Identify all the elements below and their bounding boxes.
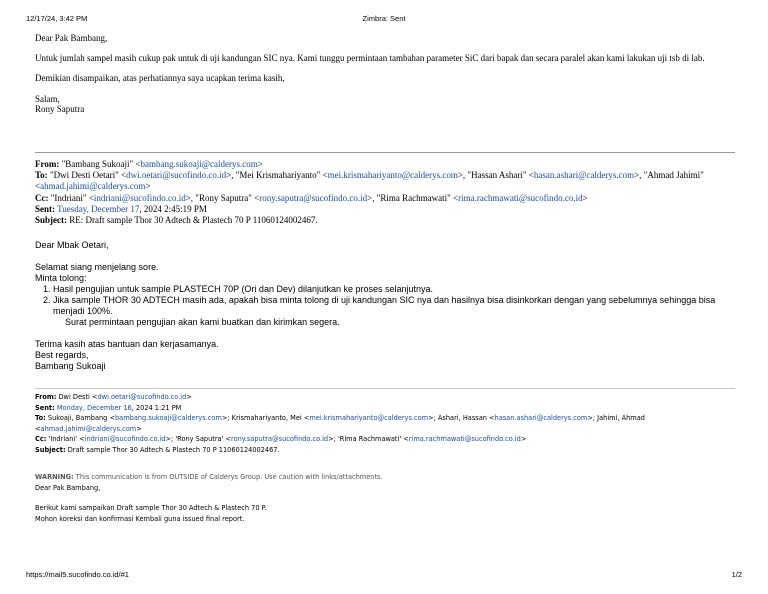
to-row: To: Sukoaji, Bambang <bambang.sukoaji@calderys.com>; Krismahariyanto, Mei <mei.krismahariyanto@calderys.com>; Ashari, Hassan <hasan.ashari@calderys.com>; Jahimi, Ahmad <ahmad.jahimi@calderys.com>	[35, 414, 645, 433]
email-link[interactable]: rima.rachmawati@sucofindo.co.id	[458, 192, 583, 203]
email-link[interactable]: bambang.sukoaji@calderys.com	[140, 159, 258, 169]
subject-row: Subject: RE: Draft sample Thor 30 Adtech & Plastech 70 P 11060124002467.	[35, 215, 318, 226]
reply-paragraph-2: Demikian disampaikan, atas perhatiannya saya ucapkan terima kasih,	[35, 73, 285, 83]
print-page-title: Zimbra: Sent	[362, 14, 406, 23]
email-link[interactable]: hasan.ashari@calderys.com	[533, 170, 635, 181]
quoted-message-body-1	[35, 240, 735, 372]
list-item: 2. Jika sample THOR 30 ADTECH masih ada, apakah bisa minta tolong di uji kandungan SIC nya dan hasilnya bisa disinkorkan dengan yang sebelumnya sehingga bisa menjadi 100%.	[53, 295, 735, 317]
body-line: Mohon koreksi dan konfirmasi Kembali guna issued final report.	[35, 514, 245, 523]
email-link[interactable]: ahmad.jahimi@calderys.com	[40, 424, 137, 433]
body-greeting: Dear Mbak Oetari,	[35, 240, 109, 250]
quote-divider	[35, 388, 735, 389]
sent-date-link[interactable]: Monday, December 16	[56, 403, 132, 412]
external-warning: WARNING: This communication is from OUTSIDE of Calderys Group. Use caution with links/attachments.	[35, 473, 383, 481]
print-url: https://mail5.sucofindo.co.id/#1	[26, 570, 129, 579]
quote-divider	[35, 152, 735, 153]
to-row: To: "Dwi Desti Oetari" <dwi.oetari@sucofindo.co.id>, "Mei Krismahariyanto" <mei.krismahariyanto@calderys.com>, "Hassan Ashari" <hasan.ashari@calderys.com>, "Ahmad Jahimi" <ahmad.jahimi@calderys.com>	[35, 170, 704, 192]
list-note: Surat permintaan pengujian akan kami buatkan dan kirimkan segera.	[65, 317, 340, 327]
sent-row: Sent: Monday, December 16, 2024 1:21 PM	[35, 403, 182, 412]
cc-row: Cc: "Indriani" <indriani@sucofindo.co.id>, "Rony Saputra" <rony.saputra@sucofindo.co.id>, "Rima Rachmawati" <rima.rachmawati@sucofindo.co.id>	[35, 192, 588, 203]
print-datetime: 12/17/24, 3:42 PM	[26, 14, 88, 23]
email-link[interactable]: hasan.ashari@calderys.com	[494, 414, 588, 422]
email-link[interactable]: rony.saputra@sucofindo.co.id	[231, 435, 329, 443]
email-link[interactable]: mei.krismahariyanto@calderys.com	[309, 414, 429, 422]
body-line: Minta tolong:	[35, 273, 87, 283]
list-item: 1. Hasil pengujian untuk sample PLASTECH 70P (Ori dan Dev) dilanjutkan ke proses selanjutnya.	[53, 284, 735, 295]
email-link[interactable]: rony.saputra@sucofindo.co.id	[259, 192, 368, 203]
reply-message	[35, 33, 735, 115]
from-row: From: Dwi Desti <dwi.oetari@sucofindo.co.id>	[35, 393, 192, 401]
email-link[interactable]: bambang.sukoaji@calderys.com	[114, 414, 222, 422]
email-link[interactable]: indriani@sucofindo.co.id	[84, 435, 166, 443]
print-page-number: 1/2	[731, 570, 742, 579]
email-link[interactable]: ahmad.jahimi@calderys.com	[40, 181, 146, 192]
email-link[interactable]: dwi.oetari@sucofindo.co.id	[126, 170, 227, 181]
email-link[interactable]: dwi.oetari@sucofindo.co.id	[97, 393, 187, 401]
quoted-message-header-1	[35, 159, 735, 226]
sent-date-link[interactable]: Tuesday, December 17	[57, 203, 140, 214]
reply-greeting: Dear Pak Bambang,	[35, 33, 108, 43]
quoted-message-header-2	[35, 392, 735, 455]
sent-row: Sent: Tuesday, December 17, 2024 2:45:19 PM	[35, 203, 207, 214]
body-greeting: Dear Pak Bambang,	[35, 483, 101, 492]
body-line: Best regards,	[35, 350, 89, 360]
reply-closing: Salam,	[35, 93, 60, 104]
subject-row: Subject: Draft sample Thor 30 Adtech & Plastech 70 P 11060124002467.	[35, 445, 280, 454]
body-line: Selamat siang menjelang sore.	[35, 262, 159, 272]
body-signature: Bambang Sukoaji	[35, 361, 106, 371]
quoted-message-body-2	[35, 472, 735, 524]
email-link[interactable]: rima.rachmawati@sucofindo.co.id	[408, 435, 521, 443]
email-link[interactable]: indriani@sucofindo.co.id	[93, 192, 186, 203]
reply-signature: Rony Saputra	[35, 104, 85, 114]
email-link[interactable]: mei.krismahariyanto@calderys.com	[327, 170, 458, 181]
from-row: From: "Bambang Sukoaji" <bambang.sukoaji@calderys.com>	[35, 159, 263, 169]
cc-row: Cc: 'Indriani' <indriani@sucofindo.co.id>; 'Rony Saputra' <rony.saputra@sucofindo.co.id>; 'Rima Rachmawati' <rima.rachmawati@sucofindo.co.id>	[35, 435, 527, 443]
body-line: Terima kasih atas bantuan dan kerjasamanya.	[35, 339, 219, 349]
request-list	[35, 284, 735, 317]
body-line: Berikut kami sampaikan Draft sample Thor 30 Adtech & Plastech 70 P.	[35, 504, 267, 512]
reply-paragraph-1: Untuk jumlah sampel masih cukup pak untuk di uji kandungan SIC nya. Kami tunggu permintaan tambahan parameter SiC dari bapak dan secara paralel akan kami lakukan uji tsb di lab.	[35, 52, 705, 63]
